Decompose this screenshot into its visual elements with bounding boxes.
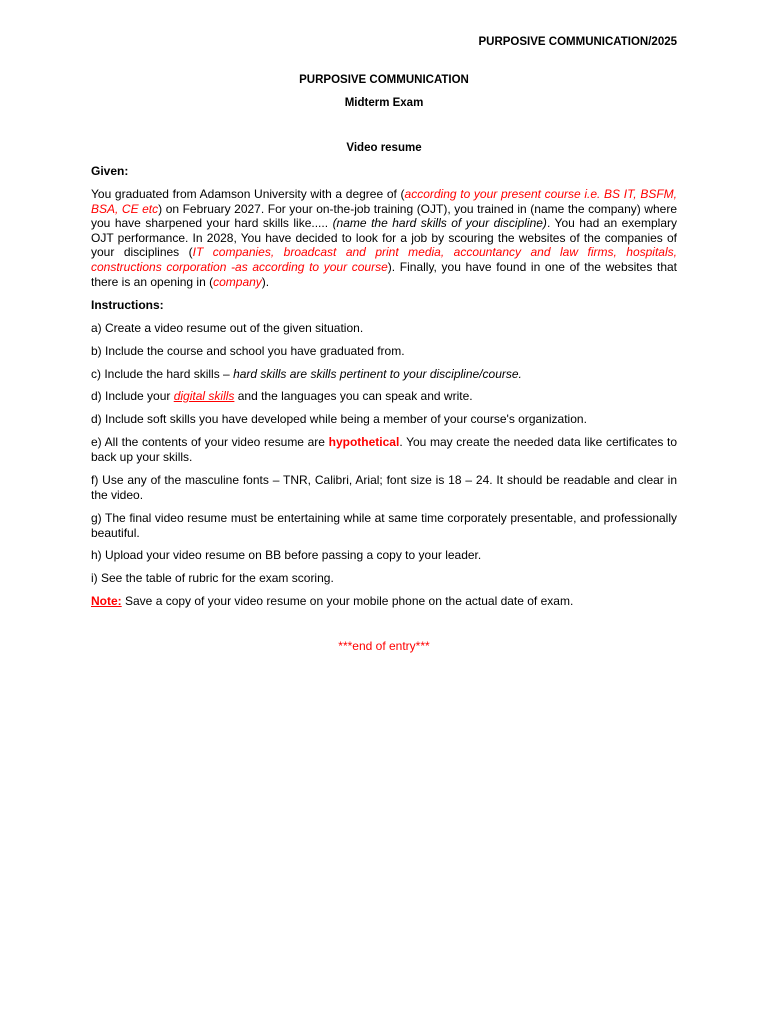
- instruction-d1-text: d) Include your: [91, 389, 174, 403]
- instruction-d1-text-2: and the languages you can speak and write.: [234, 389, 473, 403]
- running-header: PURPOSIVE COMMUNICATION/2025: [478, 36, 677, 48]
- given-text-2: ) on February 2027. For your on-the-job training (OJT), you trained in (name the company) where you have sharpened your hard skills like.....: [91, 201, 677, 231]
- instruction-g: g) The final video resume must be entertaining while at same time corporately presentable, and professionally beautiful.: [91, 511, 677, 540]
- note-label: Note:: [91, 594, 122, 608]
- given-text-1: You graduated from Adamson University with a degree of (: [91, 187, 405, 201]
- note-line: [91, 594, 677, 609]
- instruction-d2: d) Include soft skills you have developed while being a member of your course's organization.: [91, 412, 587, 426]
- given-text-4: ). Finally, you have found in one of the websites that there is an opening in (: [91, 259, 677, 289]
- instruction-c: [91, 367, 677, 382]
- given-course-note: according to your present course i.e. BS IT, BSFM, BSA, CE etc: [91, 187, 677, 216]
- digital-skills-link: digital skills: [173, 389, 235, 403]
- course-title: PURPOSIVE COMMUNICATION: [299, 74, 469, 86]
- given-company-note: company: [213, 274, 262, 289]
- hypothetical-highlight: hypothetical: [328, 435, 400, 449]
- given-text-5: ).: [261, 274, 270, 289]
- instruction-b: b) Include the course and school you have graduated from.: [91, 344, 405, 358]
- instruction-e: [91, 435, 677, 464]
- exam-title: Midterm Exam: [344, 97, 424, 109]
- topic-title: Video resume: [346, 142, 422, 154]
- instruction-c-text: c) Include the hard skills –: [91, 367, 234, 381]
- instruction-e-text: e) All the contents of your video resume are: [91, 435, 329, 449]
- note-text: Save a copy of your video resume on your mobile phone on the actual date of exam.: [121, 594, 574, 608]
- instruction-f: f) Use any of the masculine fonts – TNR, Calibri, Arial; font size is 18 – 24. It should be readable and clear in the video.: [91, 473, 677, 502]
- end-of-entry: ***end of entry***: [338, 639, 430, 653]
- instruction-c-italic: hard skills are skills pertinent to your discipline/course.: [233, 367, 522, 381]
- instructions-heading: Instructions:: [91, 298, 164, 312]
- given-text-3: . You had an exemplary OJT performance. In 2028, You have decided to look for a job by scouring the websites of the companies of your disciplines (: [91, 216, 677, 260]
- given-heading: Given:: [91, 164, 129, 178]
- instruction-d1: [91, 389, 677, 404]
- given-companies-note: IT companies, broadcast and print media, accountancy and law firms, hospitals, constructions corporation -as according to your course: [91, 245, 677, 274]
- instruction-h: h) Upload your video resume on BB before passing a copy to your leader.: [91, 548, 482, 562]
- instruction-e-text-2: . You may create the needed data like certificates to back up your skills.: [91, 435, 678, 464]
- instruction-a: a) Create a video resume out of the given situation.: [91, 321, 364, 335]
- given-hard-skills-note: (name the hard skills of your discipline): [332, 216, 547, 231]
- given-paragraph: [91, 187, 677, 289]
- instruction-i: i) See the table of rubric for the exam scoring.: [91, 571, 334, 585]
